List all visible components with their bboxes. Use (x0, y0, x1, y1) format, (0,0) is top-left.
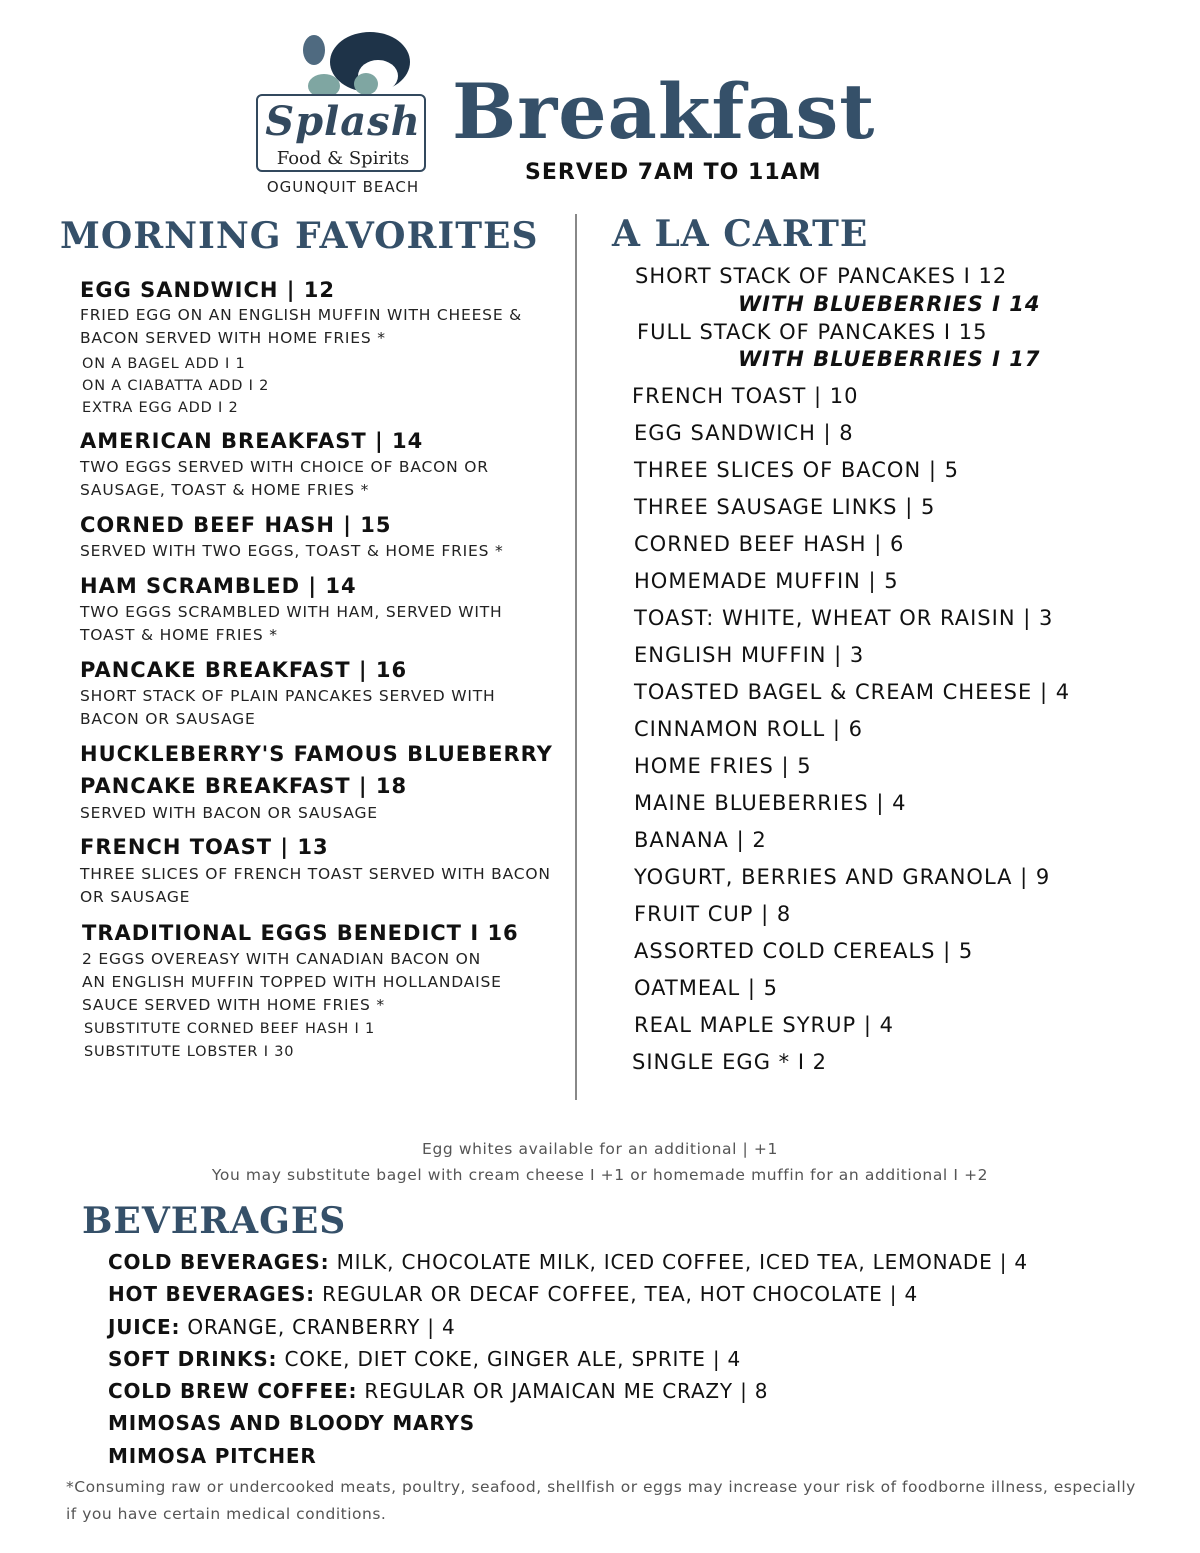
carte-item: FRUIT CUP | 8 (634, 902, 792, 926)
item-option: EXTRA EGG ADD I 2 (82, 400, 239, 416)
carte-item: ASSORTED COLD CEREALS | 5 (634, 939, 974, 963)
item-desc: SHORT STACK OF PLAIN PANCAKES SERVED WITH (80, 687, 496, 705)
carte-item: FRENCH TOAST | 10 (632, 384, 859, 408)
item-egg-sandwich: EGG SANDWICH | 12 (80, 278, 335, 302)
food-safety-disclaimer: *Consuming raw or undercooked meats, poultry, seafood, shellfish or eggs may increase your risk of foodborne illness, especially if you have certain medical conditions. (66, 1478, 1136, 1523)
beverage-label: MIMOSAS AND BLOODY MARYS (108, 1411, 475, 1435)
item-desc: BACON SERVED WITH HOME FRIES * (80, 329, 386, 347)
beverage-juice (108, 1315, 456, 1339)
item-french-toast: FRENCH TOAST | 13 (80, 835, 329, 859)
item-desc: BACON OR SAUSAGE (80, 710, 256, 728)
beverage-mimosas (108, 1411, 475, 1435)
carte-item: ENGLISH MUFFIN | 3 (634, 643, 865, 667)
item-option: SUBSTITUTE LOBSTER I 30 (84, 1044, 295, 1060)
carte-item: TOAST: WHITE, WHEAT OR RAISIN | 3 (634, 606, 1054, 630)
beverage-mimosa-pitcher (108, 1444, 317, 1468)
item-desc: SERVED WITH TWO EGGS, TOAST & HOME FRIES * (80, 542, 504, 560)
beverage-hot (108, 1282, 918, 1306)
section-title-morning-favorites: MORNING FAVORITES (60, 215, 539, 257)
beverage-cold-brew (108, 1379, 768, 1403)
section-title-beverages: BEVERAGES (82, 1200, 347, 1242)
beverage-label: HOT BEVERAGES: (108, 1282, 315, 1306)
carte-item-option: WITH BLUEBERRIES I 17 (738, 347, 1041, 371)
carte-item: HOMEMADE MUFFIN | 5 (634, 569, 899, 593)
item-desc: TWO EGGS SERVED WITH CHOICE OF BACON OR (80, 458, 489, 476)
item-desc: THREE SLICES OF FRENCH TOAST SERVED WITH BACON (80, 865, 551, 883)
item-pancake-breakfast: PANCAKE BREAKFAST | 16 (80, 658, 408, 682)
item-huckleberry-blueberry: HUCKLEBERRY'S FAMOUS BLUEBERRY (80, 742, 553, 766)
item-ham-scrambled: HAM SCRAMBLED | 14 (80, 574, 357, 598)
beverage-text: MILK, CHOCOLATE MILK, ICED COFFEE, ICED TEA, LEMONADE | 4 (329, 1250, 1028, 1274)
item-huckleberry-blueberry-line2: PANCAKE BREAKFAST | 18 (80, 774, 408, 798)
restaurant-logo (254, 32, 432, 197)
carte-item: SHORT STACK OF PANCAKES I 12 (635, 264, 1008, 288)
served-hours: SERVED 7AM TO 11AM (525, 160, 822, 185)
beverage-text: REGULAR OR JAMAICAN ME CRAZY | 8 (357, 1379, 769, 1403)
beverage-text: COKE, DIET COKE, GINGER ALE, SPRITE | 4 (277, 1347, 742, 1371)
item-american-breakfast: AMERICAN BREAKFAST | 14 (80, 429, 424, 453)
carte-item: EGG SANDWICH | 8 (634, 421, 854, 445)
beverage-label: SOFT DRINKS: (108, 1347, 278, 1371)
carte-item: YOGURT, BERRIES AND GRANOLA | 9 (634, 865, 1051, 889)
item-desc: OR SAUSAGE (80, 888, 191, 906)
logo-name: Splash (265, 98, 421, 145)
item-desc: TOAST & HOME FRIES * (80, 626, 278, 644)
carte-item: TOASTED BAGEL & CREAM CHEESE | 4 (634, 680, 1071, 704)
section-title-a-la-carte: A LA CARTE (612, 213, 869, 255)
item-corned-beef-hash: CORNED BEEF HASH | 15 (80, 513, 392, 537)
beverage-label: COLD BREW COFFEE: (108, 1379, 358, 1403)
carte-item: OATMEAL | 5 (634, 976, 778, 1000)
carte-item: BANANA | 2 (634, 828, 767, 852)
carte-item: SINGLE EGG * I 2 (632, 1050, 828, 1074)
item-option: SUBSTITUTE CORNED BEEF HASH I 1 (84, 1021, 376, 1037)
carte-item-option: WITH BLUEBERRIES I 14 (738, 292, 1041, 316)
carte-item: THREE SLICES OF BACON | 5 (634, 458, 959, 482)
item-desc: 2 EGGS OVEREASY WITH CANADIAN BACON ON (82, 950, 482, 968)
beverage-cold (108, 1250, 1028, 1274)
logo-location: OGUNQUIT BEACH (266, 178, 420, 196)
carte-item: CORNED BEEF HASH | 6 (634, 532, 905, 556)
note-substitutions: You may substitute bagel with cream cheese I +1 or homemade muffin for an additional I +2 (211, 1166, 989, 1184)
item-desc: SAUCE SERVED WITH HOME FRIES * (82, 996, 385, 1014)
item-desc: TWO EGGS SCRAMBLED WITH HAM, SERVED WITH (80, 603, 503, 621)
beverage-label: MIMOSA PITCHER (108, 1444, 317, 1468)
item-desc: SAUSAGE, TOAST & HOME FRIES * (80, 481, 370, 499)
beverage-label: JUICE: (108, 1315, 181, 1339)
column-divider (575, 214, 577, 1100)
item-option: ON A CIABATTA ADD I 2 (82, 378, 270, 394)
carte-item: MAINE BLUEBERRIES | 4 (634, 791, 907, 815)
carte-item: THREE SAUSAGE LINKS | 5 (634, 495, 936, 519)
item-desc: SERVED WITH BACON OR SAUSAGE (80, 804, 378, 822)
carte-item: CINNAMON ROLL | 6 (634, 717, 863, 741)
logo-subtitle: Food & Spirits (276, 148, 410, 169)
beverage-text: REGULAR OR DECAF COFFEE, TEA, HOT CHOCOLATE | 4 (314, 1282, 918, 1306)
beverage-soft-drinks (108, 1347, 741, 1371)
beverage-label: COLD BEVERAGES: (108, 1250, 330, 1274)
item-eggs-benedict: TRADITIONAL EGGS BENEDICT I 16 (82, 921, 519, 945)
item-option: ON A BAGEL ADD I 1 (82, 356, 246, 372)
item-desc: FRIED EGG ON AN ENGLISH MUFFIN WITH CHEESE & (80, 306, 523, 324)
item-desc: AN ENGLISH MUFFIN TOPPED WITH HOLLANDAISE (82, 973, 502, 991)
note-egg-whites: Egg whites available for an additional | +1 (422, 1140, 778, 1158)
beverage-text: ORANGE, CRANBERRY | 4 (180, 1315, 456, 1339)
carte-item: FULL STACK OF PANCAKES I 15 (637, 320, 988, 344)
carte-item: HOME FRIES | 5 (634, 754, 812, 778)
menu-title: Breakfast (452, 67, 876, 156)
carte-item: REAL MAPLE SYRUP | 4 (634, 1013, 894, 1037)
